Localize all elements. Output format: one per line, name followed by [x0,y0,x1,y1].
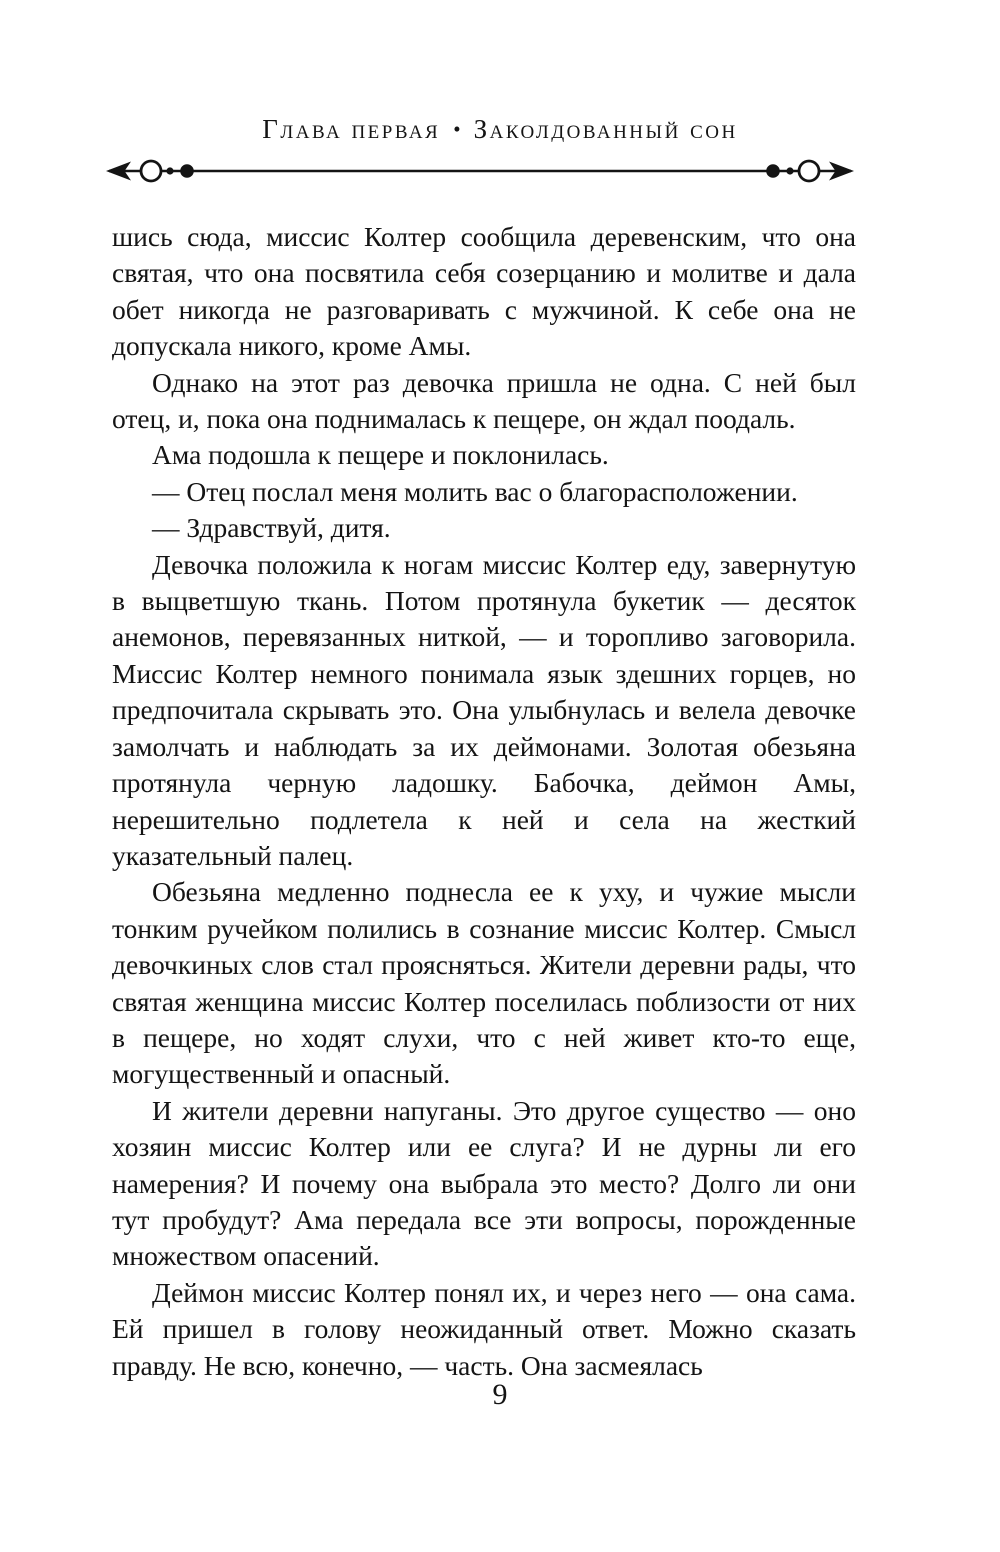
paragraph: Однако на этот раз девочка пришла не одна. С ней был отец, и, пока она поднималась к пещере, он ждал поодаль. [112,366,856,435]
paragraph: шись сюда, миссис Колтер сообщила деревенским, что она святая, что она посвятила себя созерцанию и молитве и дала обет никогда не разговаривать с мужчиной. К себе она не допускала никого, кроме Амы. [112,221,856,362]
left-open-circle-icon [141,161,161,181]
right-small-dot-icon [786,167,793,174]
left-small-dot-icon [166,167,173,174]
chapter-title: Заколдованный сон [473,114,738,144]
right-big-dot-icon [766,164,780,178]
paragraph: Деймон миссис Колтер понял их, и через него — она сама. Ей пришел в голову неожиданный ответ. Можно сказать правду. Не всю, конечно, — часть. Она засмеялась [112,1276,856,1381]
paragraph: Девочка положила к ногам миссис Колтер еду, завернутую в выцветшую ткань. Потом протянула букетик — десяток анемонов, перевязанных ниткой, — и торопливо заговорила. Миссис Колтер немного понимала язык здешних горцев, но предпочитала скрывать это. Она улыбнулась и велела девочке замолчать и наблюдать за их деймонами. Золотая обезьяна протянула черную ладошку. Бабочка, деймон Амы, нерешительно подлетела к ней и села на жесткий указательный палец. [112,548,856,871]
body-text-block [112,219,856,1384]
ornamental-rule [103,155,857,187]
paragraph: И жители деревни напуганы. Это другое существо — оно хозяин миссис Колтер или ее слуга? И не дурны ли его намерения? И почему она выбрала это место? Долго ли они тут пробудут? Ама передала все эти вопросы, порожденные множеством опасений. [112,1094,856,1272]
left-big-dot-icon [180,164,194,178]
page-number: 9 [492,1378,508,1411]
bullet-separator-icon: • [453,117,461,141]
paragraph: Обезьяна медленно поднесла ее к уху, и чужие мысли тонким ручейком полились в сознание миссис Колтер. Смысл девочкиных слов стал проясняться. Жители деревни рады, что святая женщина миссис Колтер поселилась поблизости от них в пещере, но ходят слухи, что с ней живет кто-то еще, могущественный и опасный. [112,876,856,1090]
right-open-circle-icon [799,161,819,181]
running-head [0,114,1000,145]
chapter-label: Глава первая [262,114,441,144]
dialogue-paragraph: — Здравствуй, дитя. [152,512,391,544]
dialogue-paragraph: — Отец послал меня молить вас о благорасположении. [152,475,798,507]
paragraph: Ама подошла к пещере и поклонилась. [152,439,609,471]
